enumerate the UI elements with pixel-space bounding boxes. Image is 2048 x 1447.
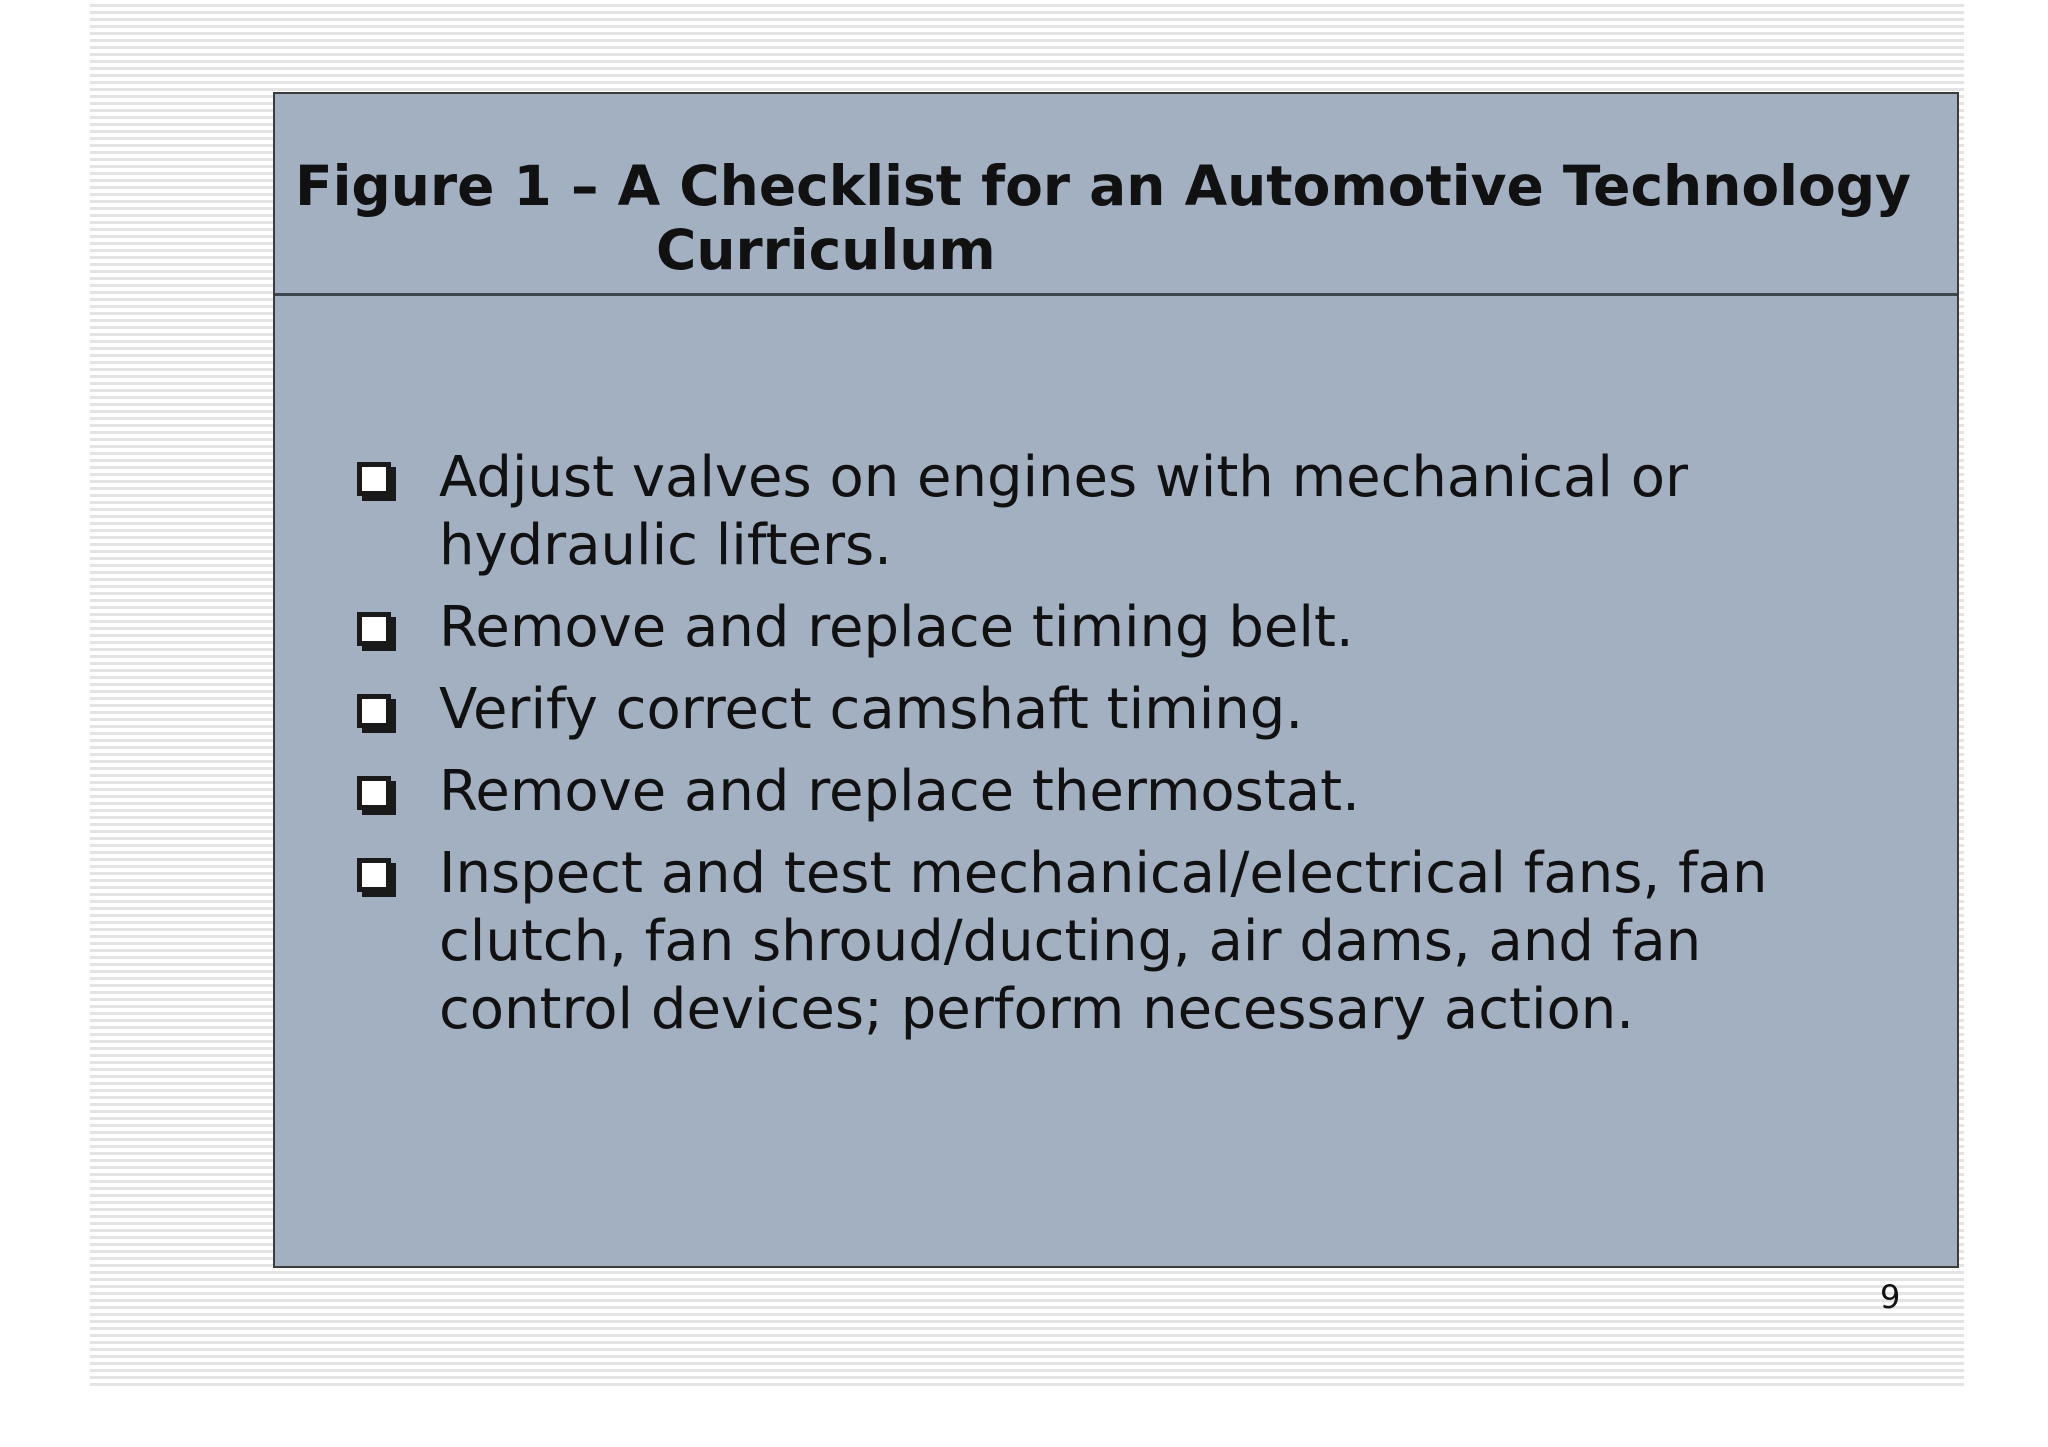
checklist [353,444,1913,1058]
checklist-item-text: Verify correct camshaft timing. [439,677,1304,742]
checklist-item [353,444,1913,580]
checklist-item-text: Remove and replace thermostat. [439,759,1360,824]
checkbox-icon [357,462,391,496]
slide-background [90,0,1964,1390]
figure-panel [273,92,1959,1268]
checkbox-icon [357,858,391,892]
checklist-item [353,676,1913,744]
checklist-item [353,840,1913,1044]
checklist-item [353,594,1913,662]
checkbox-icon [357,612,391,646]
checkbox-icon [357,694,391,728]
checklist-item-text: Remove and replace timing belt. [439,595,1354,660]
panel-header [275,94,1957,296]
title-line-1: Figure 1 – A Checklist for an Automotive Technology [295,154,1912,218]
checklist-item [353,758,1913,826]
page-number: 9 [1880,1278,1901,1316]
checklist-item-text: Adjust valves on engines with mechanical or hydraulic lifters. [439,445,1688,578]
figure-title [295,154,1935,282]
checklist-item-text: Inspect and test mechanical/electrical fans, fan clutch, fan shroud/ducting, air dams, and fan control devices; perform necessary action. [439,841,1768,1042]
title-line-2: Curriculum [656,218,996,282]
checkbox-icon [357,776,391,810]
